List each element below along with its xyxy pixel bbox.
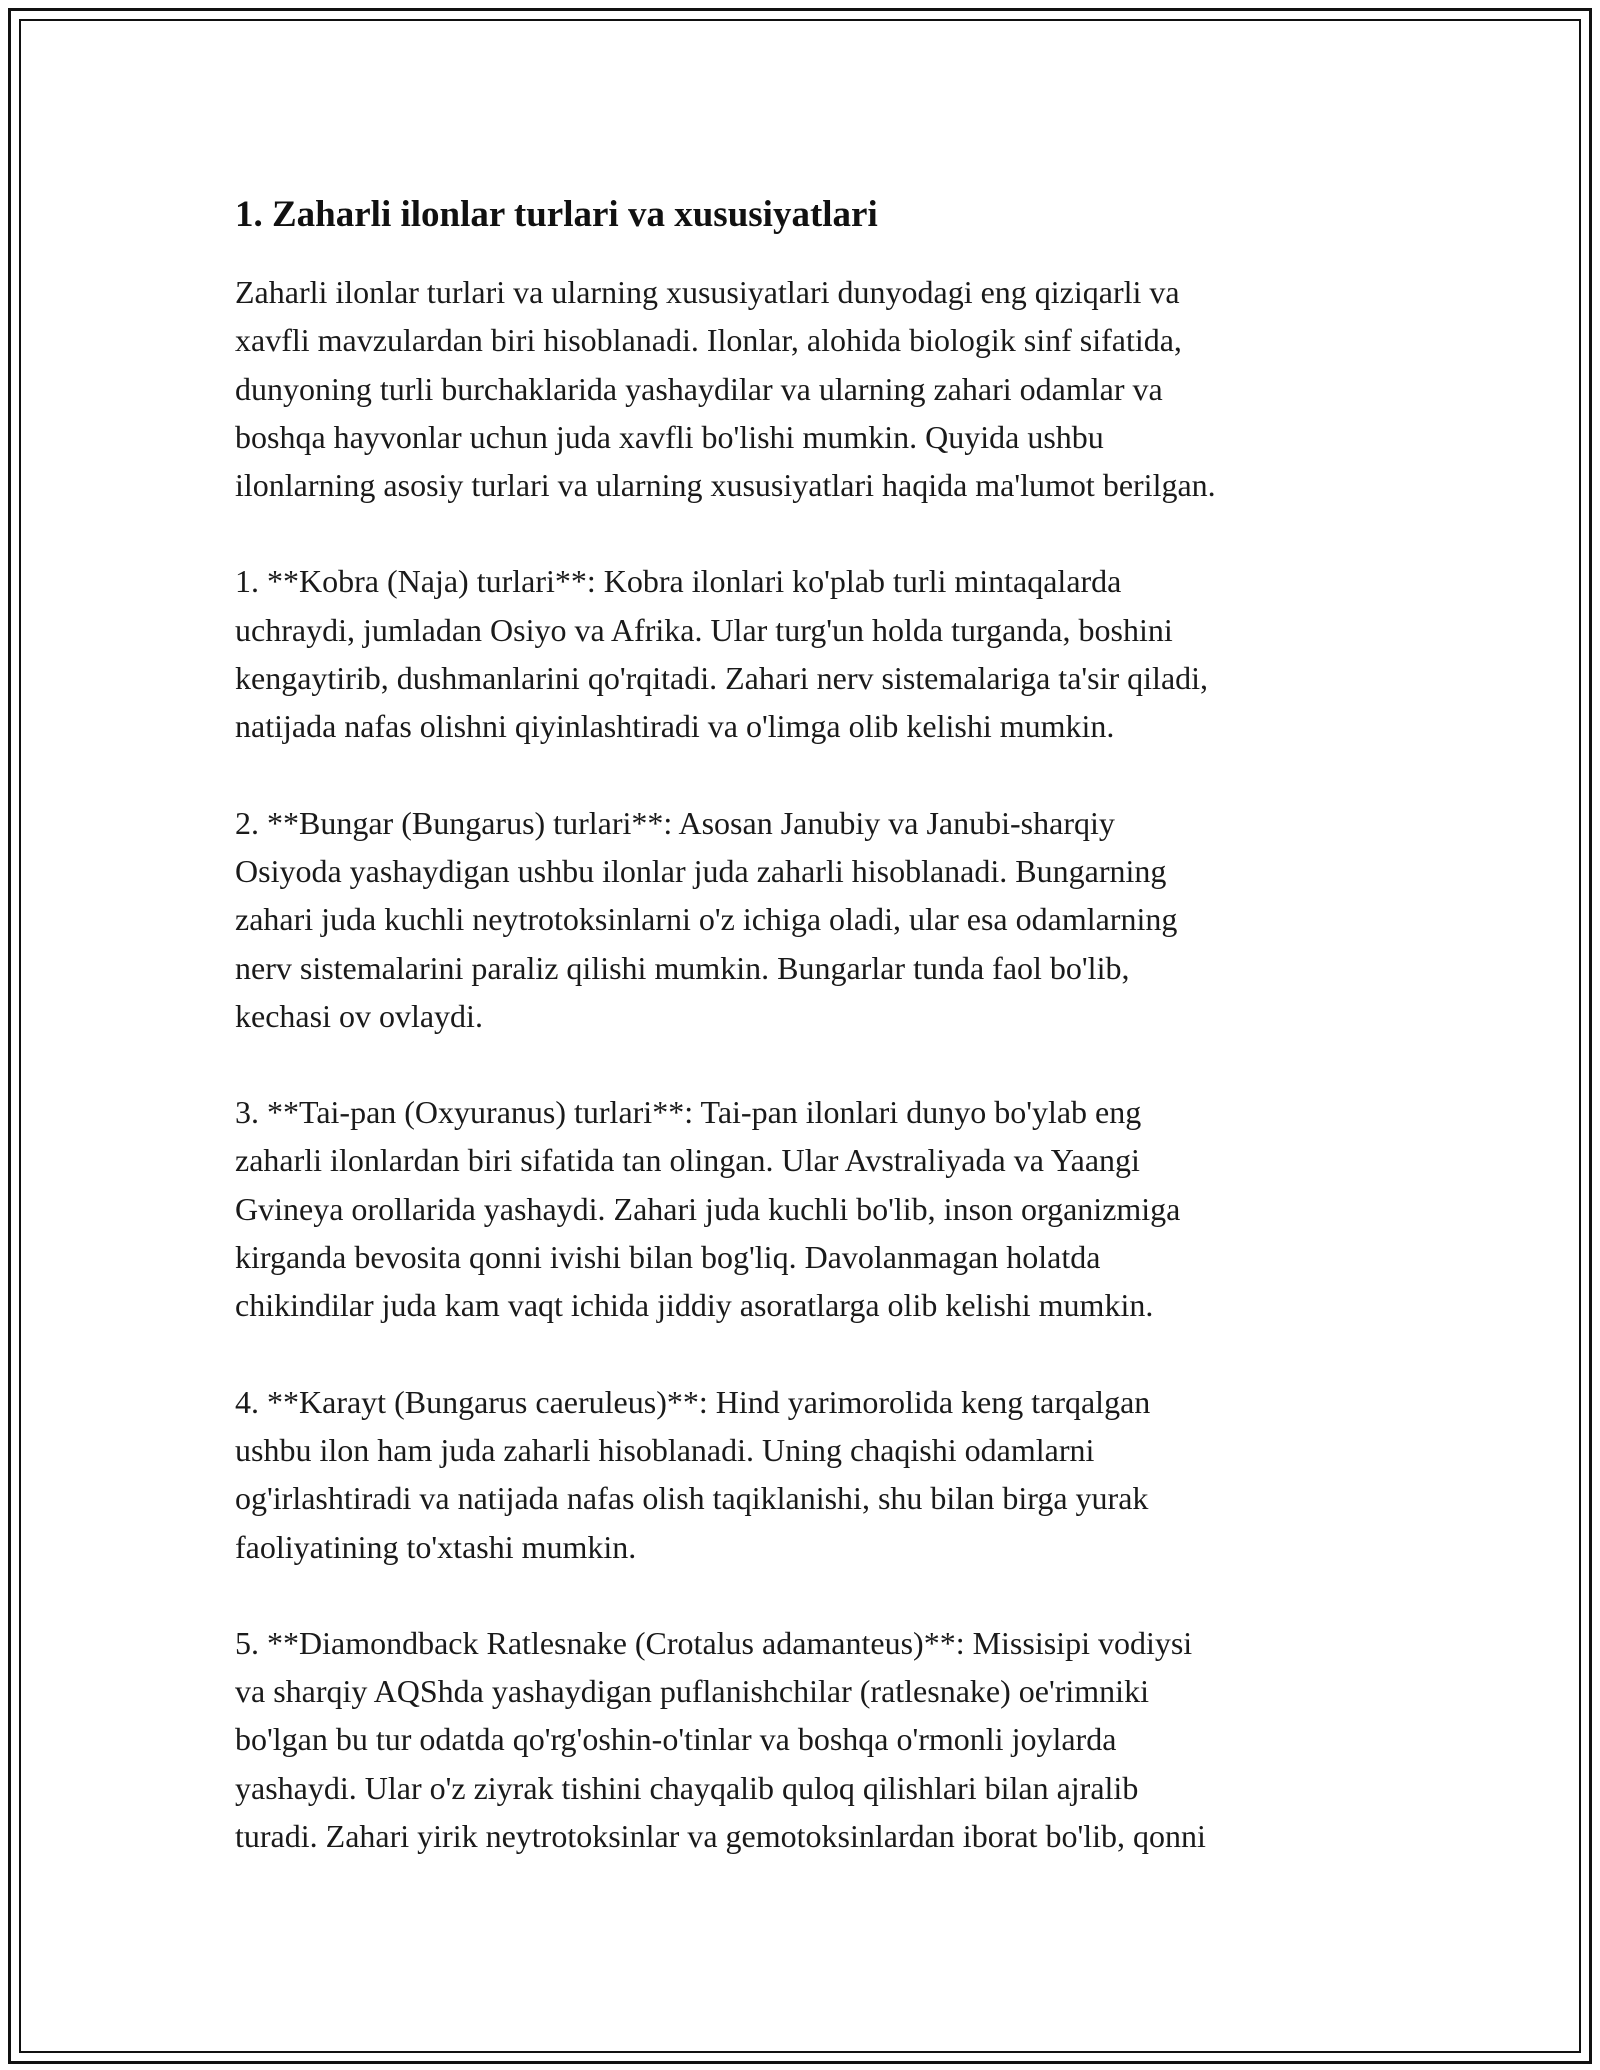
intro-paragraph: Zaharli ilonlar turlari va ularning xususiyatlari dunyodagi eng qiziqarli va xavfli mavzulardan biri hisoblanadi. Ilonlar, alohida biologik sinf sifatida, dunyoning turli burchaklarida yashaydilar va ularning zahari odamlar va boshqa hayvonlar uchun juda xavfli bo'lishi mumkin. Quyida ushbu ilonlarning asosiy turlari va ularning xususiyatlari haqida ma'lumot berilgan. [235, 274, 1216, 504]
section-heading: 1. Zaharli ilonlar turlari va xususiyatlari [235, 194, 878, 235]
paragraph-kobra: 1. **Kobra (Naja) turlari**: Kobra ilonlari ko'plab turli mintaqalarda uchraydi, jumladan Osiyo va Afrika. Ular turg'un holda turganda, boshini kengaytirib, dushmanlarini qo'rqitadi. Zahari nerv sistemalariga ta'sir qiladi, natijada nafas olishni qiyinlashtiradi va o'limga olib kelishi mumkin. [235, 563, 1209, 745]
paragraph-bungar: 2. **Bungar (Bungarus) turlari**: Asosan Janubiy va Janubi-sharqiy Osiyoda yashaydigan ushbu ilonlar juda zaharli hisoblanadi. Bungarning zahari juda kuchli neytrotoksinlarni o'z ichiga oladi, ular esa odamlarning nerv sistemalarini paraliz qilishi mumkin. Bungarlar tunda faol bo'lib, kechasi ov ovlaydi. [235, 804, 1178, 1034]
paragraph-karayt: 4. **Karayt (Bungarus caeruleus)**: Hind yarimorolida keng tarqalgan ushbu ilon ham juda zaharli hisoblanadi. Uning chaqishi odamlarni og'irlashtiradi va natijada nafas olish taqiklanishi, shu bilan birga yurak faoliyatining to'xtashi mumkin. [235, 1383, 1151, 1565]
document-body [235, 188, 1385, 1908]
paragraph-taipan: 3. **Tai-pan (Oxyuranus) turlari**: Tai-pan ilonlari dunyo bo'ylab eng zaharli ilonlardan biri sifatida tan olingan. Ular Avstraliyada va Yaangi Gvineya orollarida yashaydi. Zahari juda kuchli bo'lib, inson organizmiga kirganda bevosita qonni ivishi bilan bog'liq. Davolanmagan holatda chikindilar juda kam vaqt ichida jiddiy asoratlarga olib kelishi mumkin. [235, 1094, 1181, 1324]
paragraph-diamondback: 5. **Diamondback Ratlesnake (Crotalus adamanteus)**: Missisipi vodiysi va sharqiy AQShda yashaydigan puflanishchilar (ratlesnake) oe'rimniki bo'lgan bu tur odatda qo'rg'oshin-o'tinlar va boshqa o'rmonli joylarda yashaydi. Ular o'z ziyrak tishini chayqalib quloq qilishlari bilan ajralib turadi. Zahari yirik neytrotoksinlar va gemotoksinlardan iborat bo'lib, qonni [235, 1624, 1206, 1855]
